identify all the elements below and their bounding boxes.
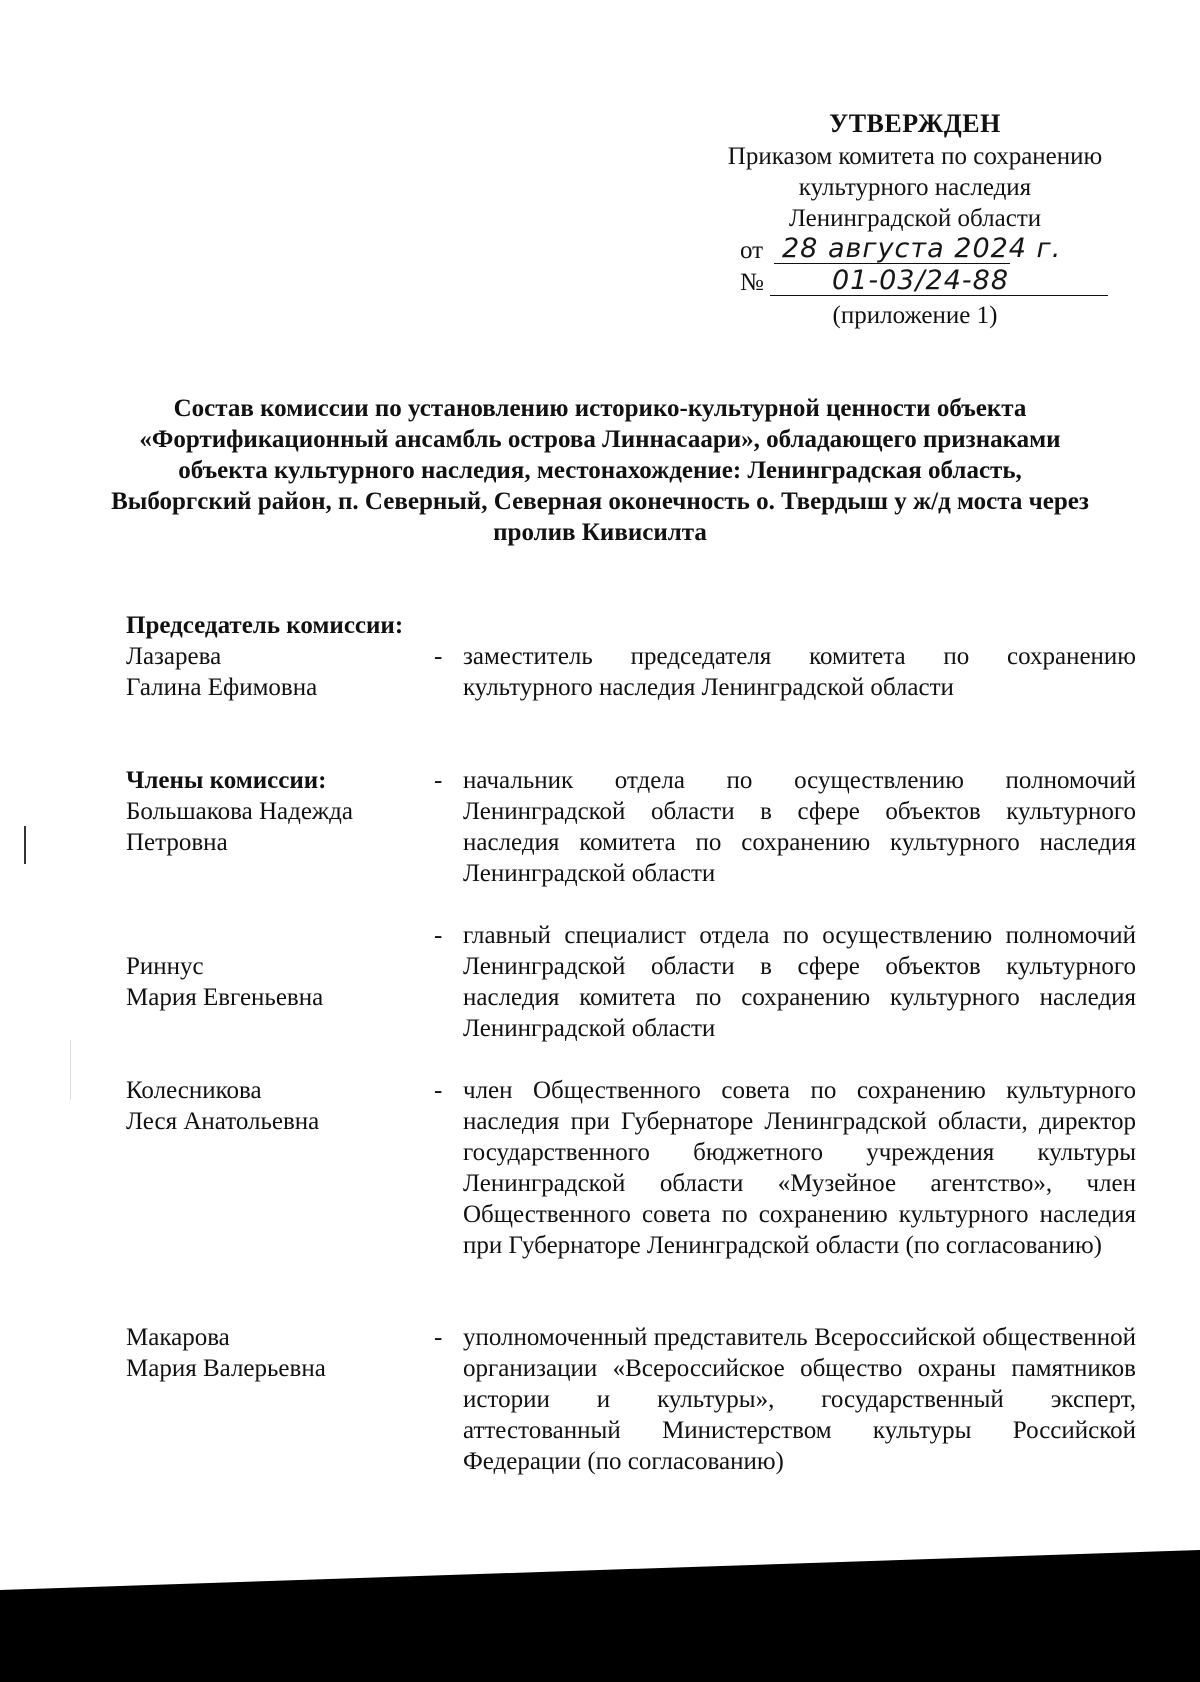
member-name-line-2: Петровна [126,829,228,856]
members-heading: Члены комиссии: [126,767,327,794]
member-role: член Общественного совета по сохранению культурного наследия при Губернаторе Ленинградской области, директор государственного бюджетного учреждения культуры Ленинградской области «Музейное агентство», член Общественного совета по сохранению культурного наследия при Губернаторе Ленинградской области (по согласованию) [463,1077,1136,1259]
approval-line-1: Приказом комитета по сохранению [727,143,1103,170]
chairman-given-names: Галина Ефимовна [126,674,318,701]
date-handwritten: 28 августа 2024 г. [782,233,1062,264]
scan-mark [70,1040,71,1100]
member-role: уполномоченный представитель Всероссийской общественной организации «Всероссийское общество охраны памятников истории и культуры», государственный эксперт, аттестованный Министерством культуры Российской Федерации (по согласованию) [463,1324,1136,1475]
approval-line-3: Ленинградской области [788,205,1042,232]
dash: - [434,1324,443,1351]
scan-mark [24,826,26,864]
approval-line-2: культурного наследия [798,174,1032,201]
member-name [126,796,416,858]
approval-block [690,108,1140,329]
document-title: Состав комиссии по установлению историко-культурной ценности объекта «Фортификационный ансамбль острова Линнасаари», обладающего признаками объекта культурного наследия, местонахождение: Ленинградская область, Выборгский район, п. Северный, Северная оконечность о. Твердыш у ж/д моста через пролив Кивисилта [111,395,1089,546]
dash: - [434,767,443,794]
member-role: главный специалист отдела по осуществлению полномочий Ленинградской области в сфере объектов культурного наследия комитета по сохранению культурного наследия Ленинградской области [463,922,1136,1042]
scan-edge-shadow [0,1590,1200,1682]
dash: - [434,922,443,949]
dash: - [434,643,443,670]
member-name-line-1: Колесникова [126,1077,262,1104]
appendix-label: (приложение 1) [832,302,998,329]
member-name-line-1: Риннус [126,953,204,980]
member-name-line-2: Леся Анатольевна [126,1108,320,1135]
number-row [690,266,1140,300]
chairman-name [126,641,416,703]
date-label: от [740,237,764,264]
date-row [690,234,1140,268]
member-name-line-1: Большакова Надежда [126,798,354,825]
member-role: начальник отдела по осуществлению полномочий Ленинградской области в сфере объектов культурного наследия комитета по сохранению культурного наследия Ленинградской области [463,767,1136,887]
chairman-heading: Председатель комиссии: [126,612,404,639]
chairman-role: заместитель председателя комитета по сохранению культурного наследия Ленинградской области [463,643,1136,701]
member-name [126,1322,416,1384]
chairman-surname: Лазарева [126,643,222,670]
member-name-line-1: Макарова [126,1324,230,1351]
member-name-line-2: Мария Евгеньевна [126,984,324,1011]
number-handwritten: 01-03/24-88 [832,265,1010,296]
member-name [126,1075,416,1137]
dash: - [434,1077,443,1104]
member-name [126,951,416,1013]
member-name-line-2: Мария Валерьевна [126,1355,326,1382]
approval-heading: УТВЕРЖДЕН [829,109,1001,138]
number-label: № [740,269,764,296]
